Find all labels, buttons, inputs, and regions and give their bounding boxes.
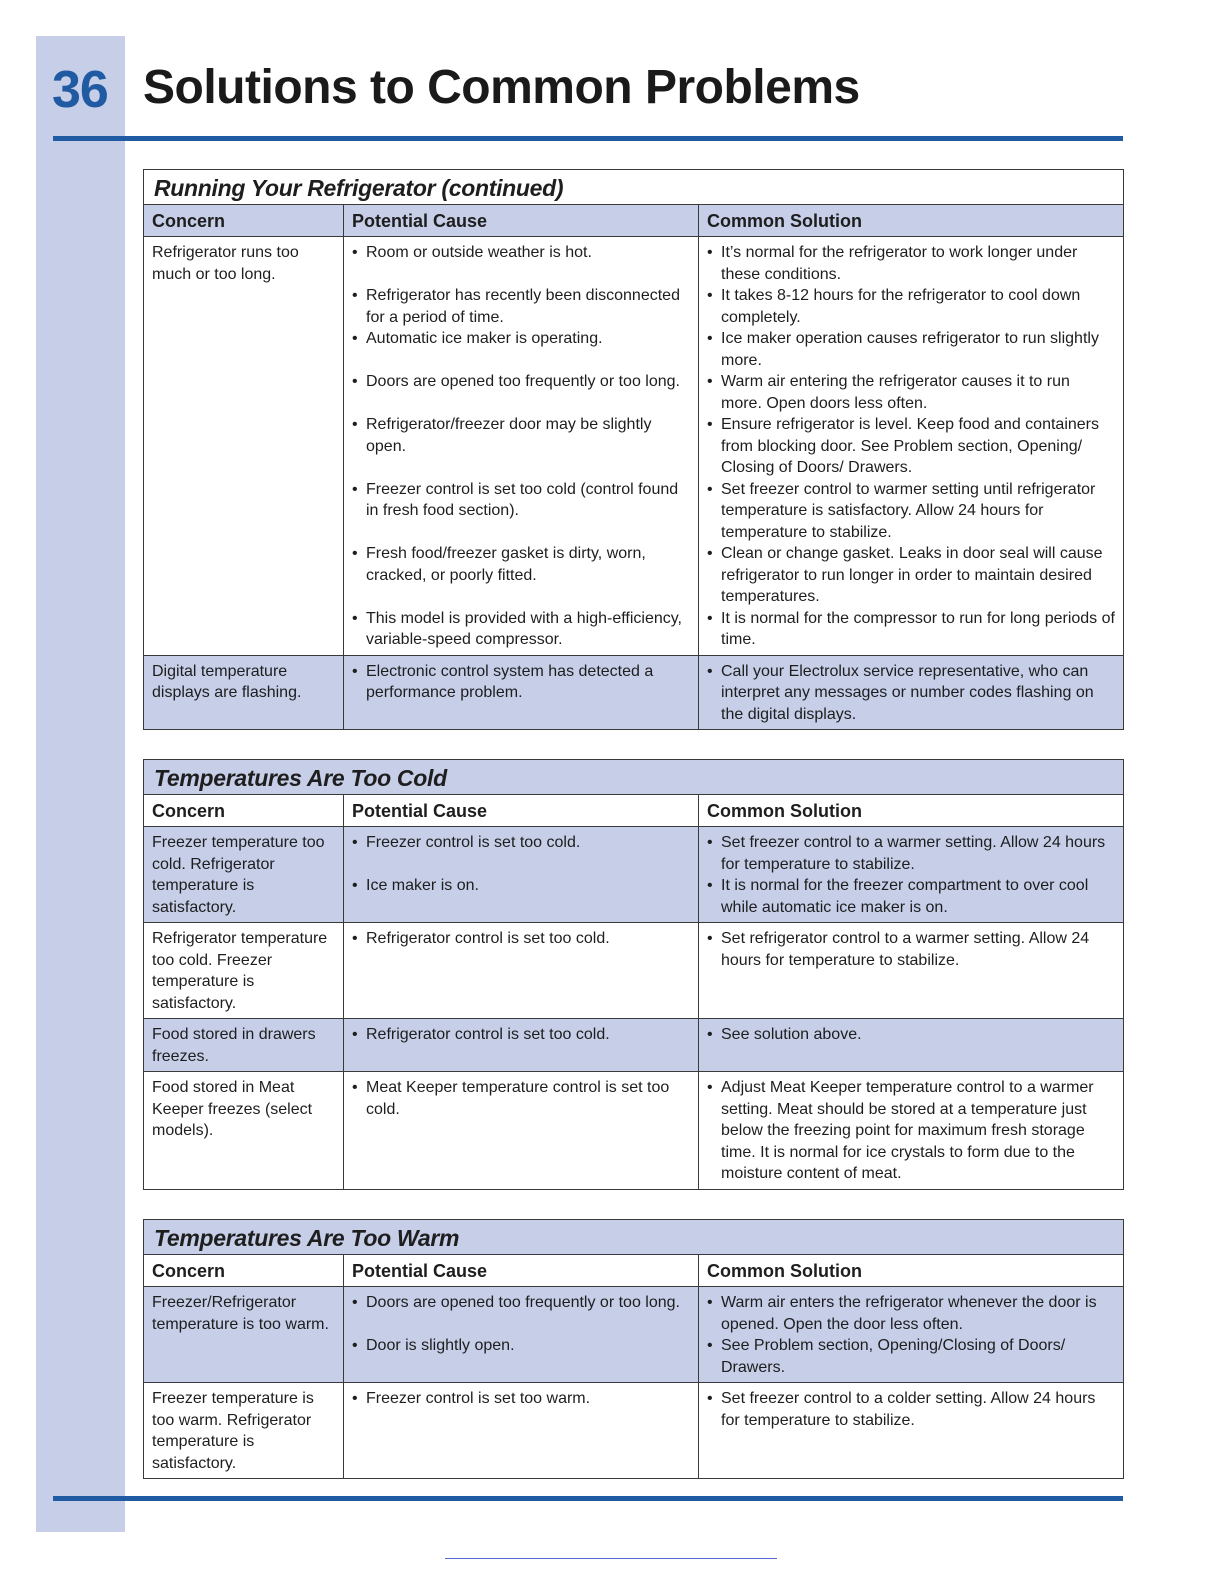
- solution-item: • See solution above.: [707, 1024, 1115, 1046]
- concern-header: Concern: [144, 205, 344, 237]
- solution-header: Common Solution: [699, 795, 1124, 827]
- side-accent-strip: [36, 36, 125, 1532]
- solution-item: • Call your Electrolux service representative, who can interpret any messages or number codes flashing on the digital displays.: [707, 661, 1115, 726]
- solution-item: • Ensure refrigerator is level. Keep food and containers from blocking door. See Problem section, Opening/ Closing of Doors/ Drawers.: [707, 414, 1115, 479]
- solution-cell: [699, 1019, 1124, 1072]
- solution-item: • See Problem section, Opening/Closing of Doors/ Drawers.: [707, 1335, 1115, 1378]
- table-row: [144, 655, 1124, 730]
- section-title: Temperatures Are Too Cold: [144, 760, 1124, 795]
- solution-item: • Adjust Meat Keeper temperature control to a warmer setting. Meat should be stored at a temperature just below the freezing point for maximum fresh storage time. It is normal for ice crystals to form due to the moisture content of meat.: [707, 1077, 1115, 1185]
- solution-header: Common Solution: [699, 1255, 1124, 1287]
- concern-header: Concern: [144, 795, 344, 827]
- cause-cell: [344, 655, 699, 730]
- solution-item: • Warm air enters the refrigerator whenever the door is opened. Open the door less often.: [707, 1292, 1115, 1335]
- concern-cell: Digital temperature displays are flashing.: [144, 655, 344, 730]
- cause-item: • Refrigerator control is set too cold.: [352, 928, 690, 950]
- solution-cell: [699, 1383, 1124, 1479]
- section-title: Running Your Refrigerator (continued): [144, 170, 1124, 205]
- table-row: [144, 1019, 1124, 1072]
- cause-item: • Refrigerator/freezer door may be slightly open.: [352, 414, 690, 457]
- solution-item: • It’s normal for the refrigerator to work longer under these conditions.: [707, 242, 1115, 285]
- page-number: 36: [52, 61, 108, 119]
- solution-item: • It is normal for the freezer compartment to over cool while automatic ice maker is on.: [707, 875, 1115, 918]
- section-title: Temperatures Are Too Warm: [144, 1220, 1124, 1255]
- table-row: [144, 1287, 1124, 1383]
- section-title-row: [144, 760, 1124, 795]
- solution-header: Common Solution: [699, 205, 1124, 237]
- footer-rule: [53, 1496, 1123, 1501]
- cause-item: • Refrigerator control is set too cold.: [352, 1024, 690, 1046]
- table-row: [144, 923, 1124, 1019]
- header-rule: [53, 136, 1123, 141]
- cause-item: • Doors are opened too frequently or too long.: [352, 1292, 690, 1314]
- solution-item: • Set freezer control to a warmer setting. Allow 24 hours for temperature to stabilize.: [707, 832, 1115, 875]
- too-cold-table: [143, 759, 1124, 1190]
- cause-item: • This model is provided with a high-efficiency, variable-speed compressor.: [352, 608, 690, 651]
- concern-cell: Food stored in drawers freezes.: [144, 1019, 344, 1072]
- solution-item: • Warm air entering the refrigerator causes it to run more. Open doors less often.: [707, 371, 1115, 414]
- concern-cell: Refrigerator temperature too cold. Freezer temperature is satisfactory.: [144, 923, 344, 1019]
- cause-item: • Freezer control is set too cold.: [352, 832, 690, 854]
- running-refrigerator-table: [143, 169, 1124, 730]
- cause-item: • Automatic ice maker is operating.: [352, 328, 690, 350]
- cause-cell: [344, 1287, 699, 1383]
- cause-item: • Doors are opened too frequently or too long.: [352, 371, 690, 393]
- cause-item: • Electronic control system has detected a performance problem.: [352, 661, 690, 704]
- page-title: Solutions to Common Problems: [143, 61, 860, 114]
- too-warm-table: [143, 1219, 1124, 1479]
- solution-item: • Set freezer control to a colder setting. Allow 24 hours for temperature to stabilize.: [707, 1388, 1115, 1431]
- column-header-row: [144, 1255, 1124, 1287]
- solution-cell: [699, 237, 1124, 656]
- cause-item: • Ice maker is on.: [352, 875, 690, 897]
- column-header-row: [144, 205, 1124, 237]
- cause-header: Potential Cause: [344, 1255, 699, 1287]
- concern-cell: Freezer/Refrigerator temperature is too warm.: [144, 1287, 344, 1383]
- solution-item: • Set freezer control to warmer setting until refrigerator temperature is satisfactory. Allow 24 hours for temperature to stabilize.: [707, 479, 1115, 544]
- cause-item: • Freezer control is set too cold (control found in fresh food section).: [352, 479, 690, 522]
- concern-cell: Food stored in Meat Keeper freezes (select models).: [144, 1072, 344, 1190]
- solution-item: • It takes 8-12 hours for the refrigerator to cool down completely.: [707, 285, 1115, 328]
- concern-header: Concern: [144, 1255, 344, 1287]
- cause-item: • Meat Keeper temperature control is set too cold.: [352, 1077, 690, 1120]
- cause-cell: [344, 1019, 699, 1072]
- solution-cell: [699, 1072, 1124, 1190]
- cause-header: Potential Cause: [344, 795, 699, 827]
- section-title-row: [144, 170, 1124, 205]
- cause-header: Potential Cause: [344, 205, 699, 237]
- table-row: [144, 1072, 1124, 1190]
- table-row: [144, 237, 1124, 656]
- solution-cell: [699, 923, 1124, 1019]
- cause-item: • Freezer control is set too warm.: [352, 1388, 690, 1410]
- footer-link-underline[interactable]: [445, 1558, 777, 1559]
- cause-item: • Door is slightly open.: [352, 1335, 690, 1357]
- cause-item: • Refrigerator has recently been disconnected for a period of time.: [352, 285, 690, 328]
- cause-cell: [344, 237, 699, 656]
- cause-cell: [344, 1072, 699, 1190]
- cause-cell: [344, 923, 699, 1019]
- section-title-row: [144, 1220, 1124, 1255]
- solution-item: • It is normal for the compressor to run for long periods of time.: [707, 608, 1115, 651]
- table-row: [144, 1383, 1124, 1479]
- solution-item: • Clean or change gasket. Leaks in door seal will cause refrigerator to run longer in order to maintain desired temperatures.: [707, 543, 1115, 608]
- solution-cell: [699, 1287, 1124, 1383]
- concern-cell: Freezer temperature is too warm. Refrigerator temperature is satisfactory.: [144, 1383, 344, 1479]
- solution-item: • Ice maker operation causes refrigerator to run slightly more.: [707, 328, 1115, 371]
- cause-cell: [344, 827, 699, 923]
- solution-cell: [699, 827, 1124, 923]
- solution-item: • Set refrigerator control to a warmer setting. Allow 24 hours for temperature to stabilize.: [707, 928, 1115, 971]
- cause-item: • Fresh food/freezer gasket is dirty, worn, cracked, or poorly fitted.: [352, 543, 690, 586]
- cause-item: • Room or outside weather is hot.: [352, 242, 690, 264]
- solution-cell: [699, 655, 1124, 730]
- cause-cell: [344, 1383, 699, 1479]
- concern-cell: Refrigerator runs too much or too long.: [144, 237, 344, 656]
- table-row: [144, 827, 1124, 923]
- concern-cell: Freezer temperature too cold. Refrigerator temperature is satisfactory.: [144, 827, 344, 923]
- column-header-row: [144, 795, 1124, 827]
